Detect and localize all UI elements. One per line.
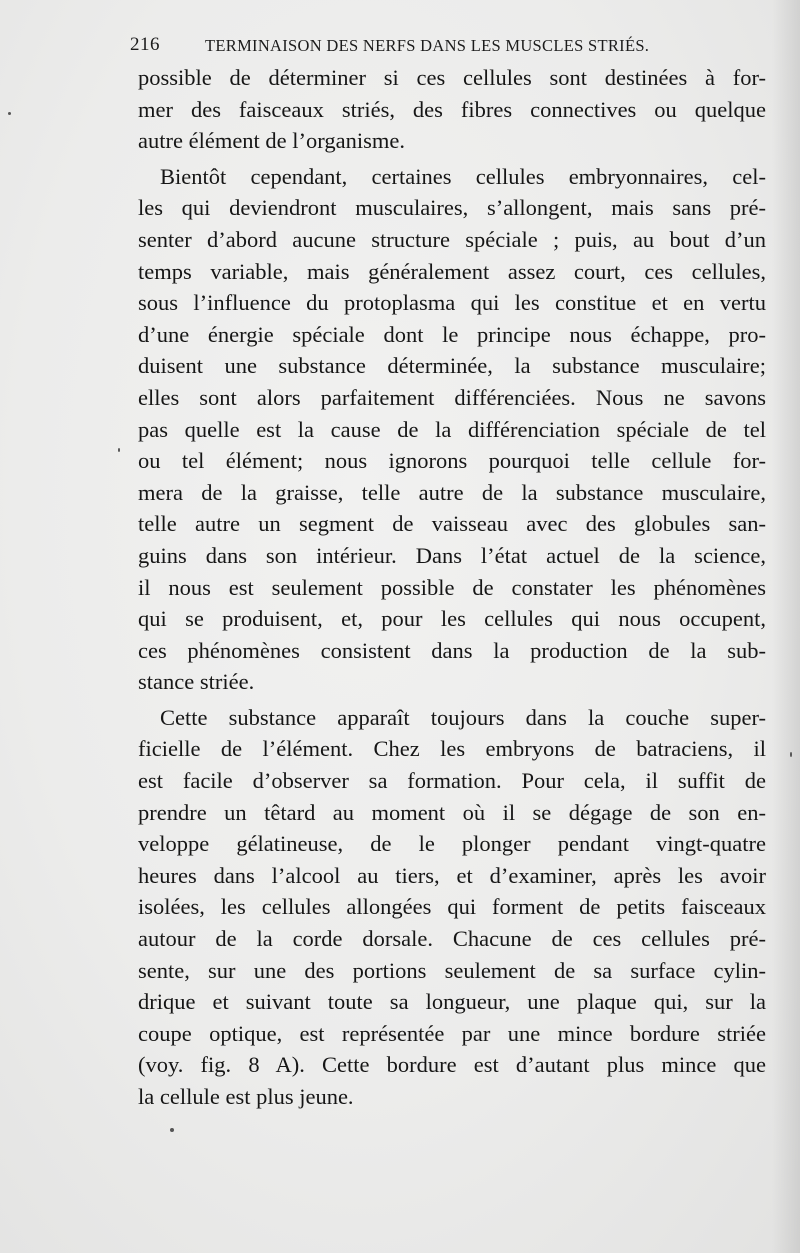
text-line: ficielle de l’élément. Chez les embryons de batraciens, il [138,736,766,762]
text-line: coupe optique, est représentée par une mince bordure striée [138,1020,766,1046]
text-line: veloppe gélatineuse, de le plonger pendant vingt-quatre [138,831,766,857]
text-line: senter d’abord aucune structure spéciale ; puis, au bout d’un [138,226,766,252]
ink-speck [118,448,120,452]
running-head: TERMINAISON DES NERFS DANS LES MUSCLES STRIÉS. [205,36,650,55]
text-line: ou tel élément; nous ignorons pourquoi telle cellule for- [138,448,766,474]
page-number: 216 [130,34,160,55]
paragraph [138,161,766,698]
ink-speck [8,112,11,115]
text-line: autre élément de l’organisme. [138,128,405,154]
ink-speck [790,752,792,757]
text-line: sente, sur une des portions seulement de sa surface cylin- [138,957,766,983]
text-line: guins dans son intérieur. Dans l’état actuel de la science, [138,542,766,568]
text-line: duisent une substance déterminée, la substance musculaire; [138,353,766,379]
text-line: telle autre un segment de vaisseau avec des globules san- [138,511,766,537]
body-text [138,62,766,1113]
text-line: drique et suivant toute sa longueur, une plaque qui, sur la [138,989,766,1015]
text-line: la cellule est plus jeune. [138,1084,354,1109]
text-line: Cette substance apparaît toujours dans la couche super- [160,704,766,730]
text-line: qui se produisent, et, pour les cellules qui nous occupent, [138,606,766,632]
text-line: possible de déterminer si ces cellules sont destinées à for- [138,65,766,90]
paragraph [138,702,766,1113]
text-line: il nous est seulement possible de constater les phénomènes [138,574,766,600]
text-line: pas quelle est la cause de la différenciation spéciale de tel [138,416,766,442]
text-line: mer des faisceaux striés, des fibres connectives ou quelque [138,96,766,122]
text-line: (voy. fig. 8 A). Cette bordure est d’autant plus mince que [138,1052,766,1078]
text-line: autour de la corde dorsale. Chacune de ces cellules pré- [138,926,766,952]
text-line: les qui deviendront musculaires, s’allongent, mais sans pré- [138,195,766,221]
paragraph [138,62,766,157]
text-line: prendre un têtard au moment où il se dégage de son en- [138,799,766,825]
page-header [130,34,760,60]
text-line: heures dans l’alcool au tiers, et d’examiner, après les avoir [138,862,766,888]
text-line: elles sont alors parfaitement différenciées. Nous ne savons [138,384,766,410]
text-line: stance striée. [138,669,255,695]
text-line: d’une énergie spéciale dont le principe nous échappe, pro- [138,321,766,347]
text-line: ces phénomènes consistent dans la production de la sub- [138,637,766,663]
text-line: Bientôt cependant, certaines cellules embryonnaires, cel- [160,163,766,189]
page-edge-shadow [772,0,800,1253]
text-line: mera de la graisse, telle autre de la substance musculaire, [138,479,766,505]
text-line: sous l’influence du protoplasma qui les constitue et en vertu [138,290,766,316]
text-line: isolées, les cellules allongées qui forment de petits faisceaux [138,894,766,920]
ink-speck [170,1128,174,1132]
text-line: est facile d’observer sa formation. Pour cela, il suffit de [138,768,766,794]
text-line: temps variable, mais généralement assez court, ces cellules, [138,258,766,284]
